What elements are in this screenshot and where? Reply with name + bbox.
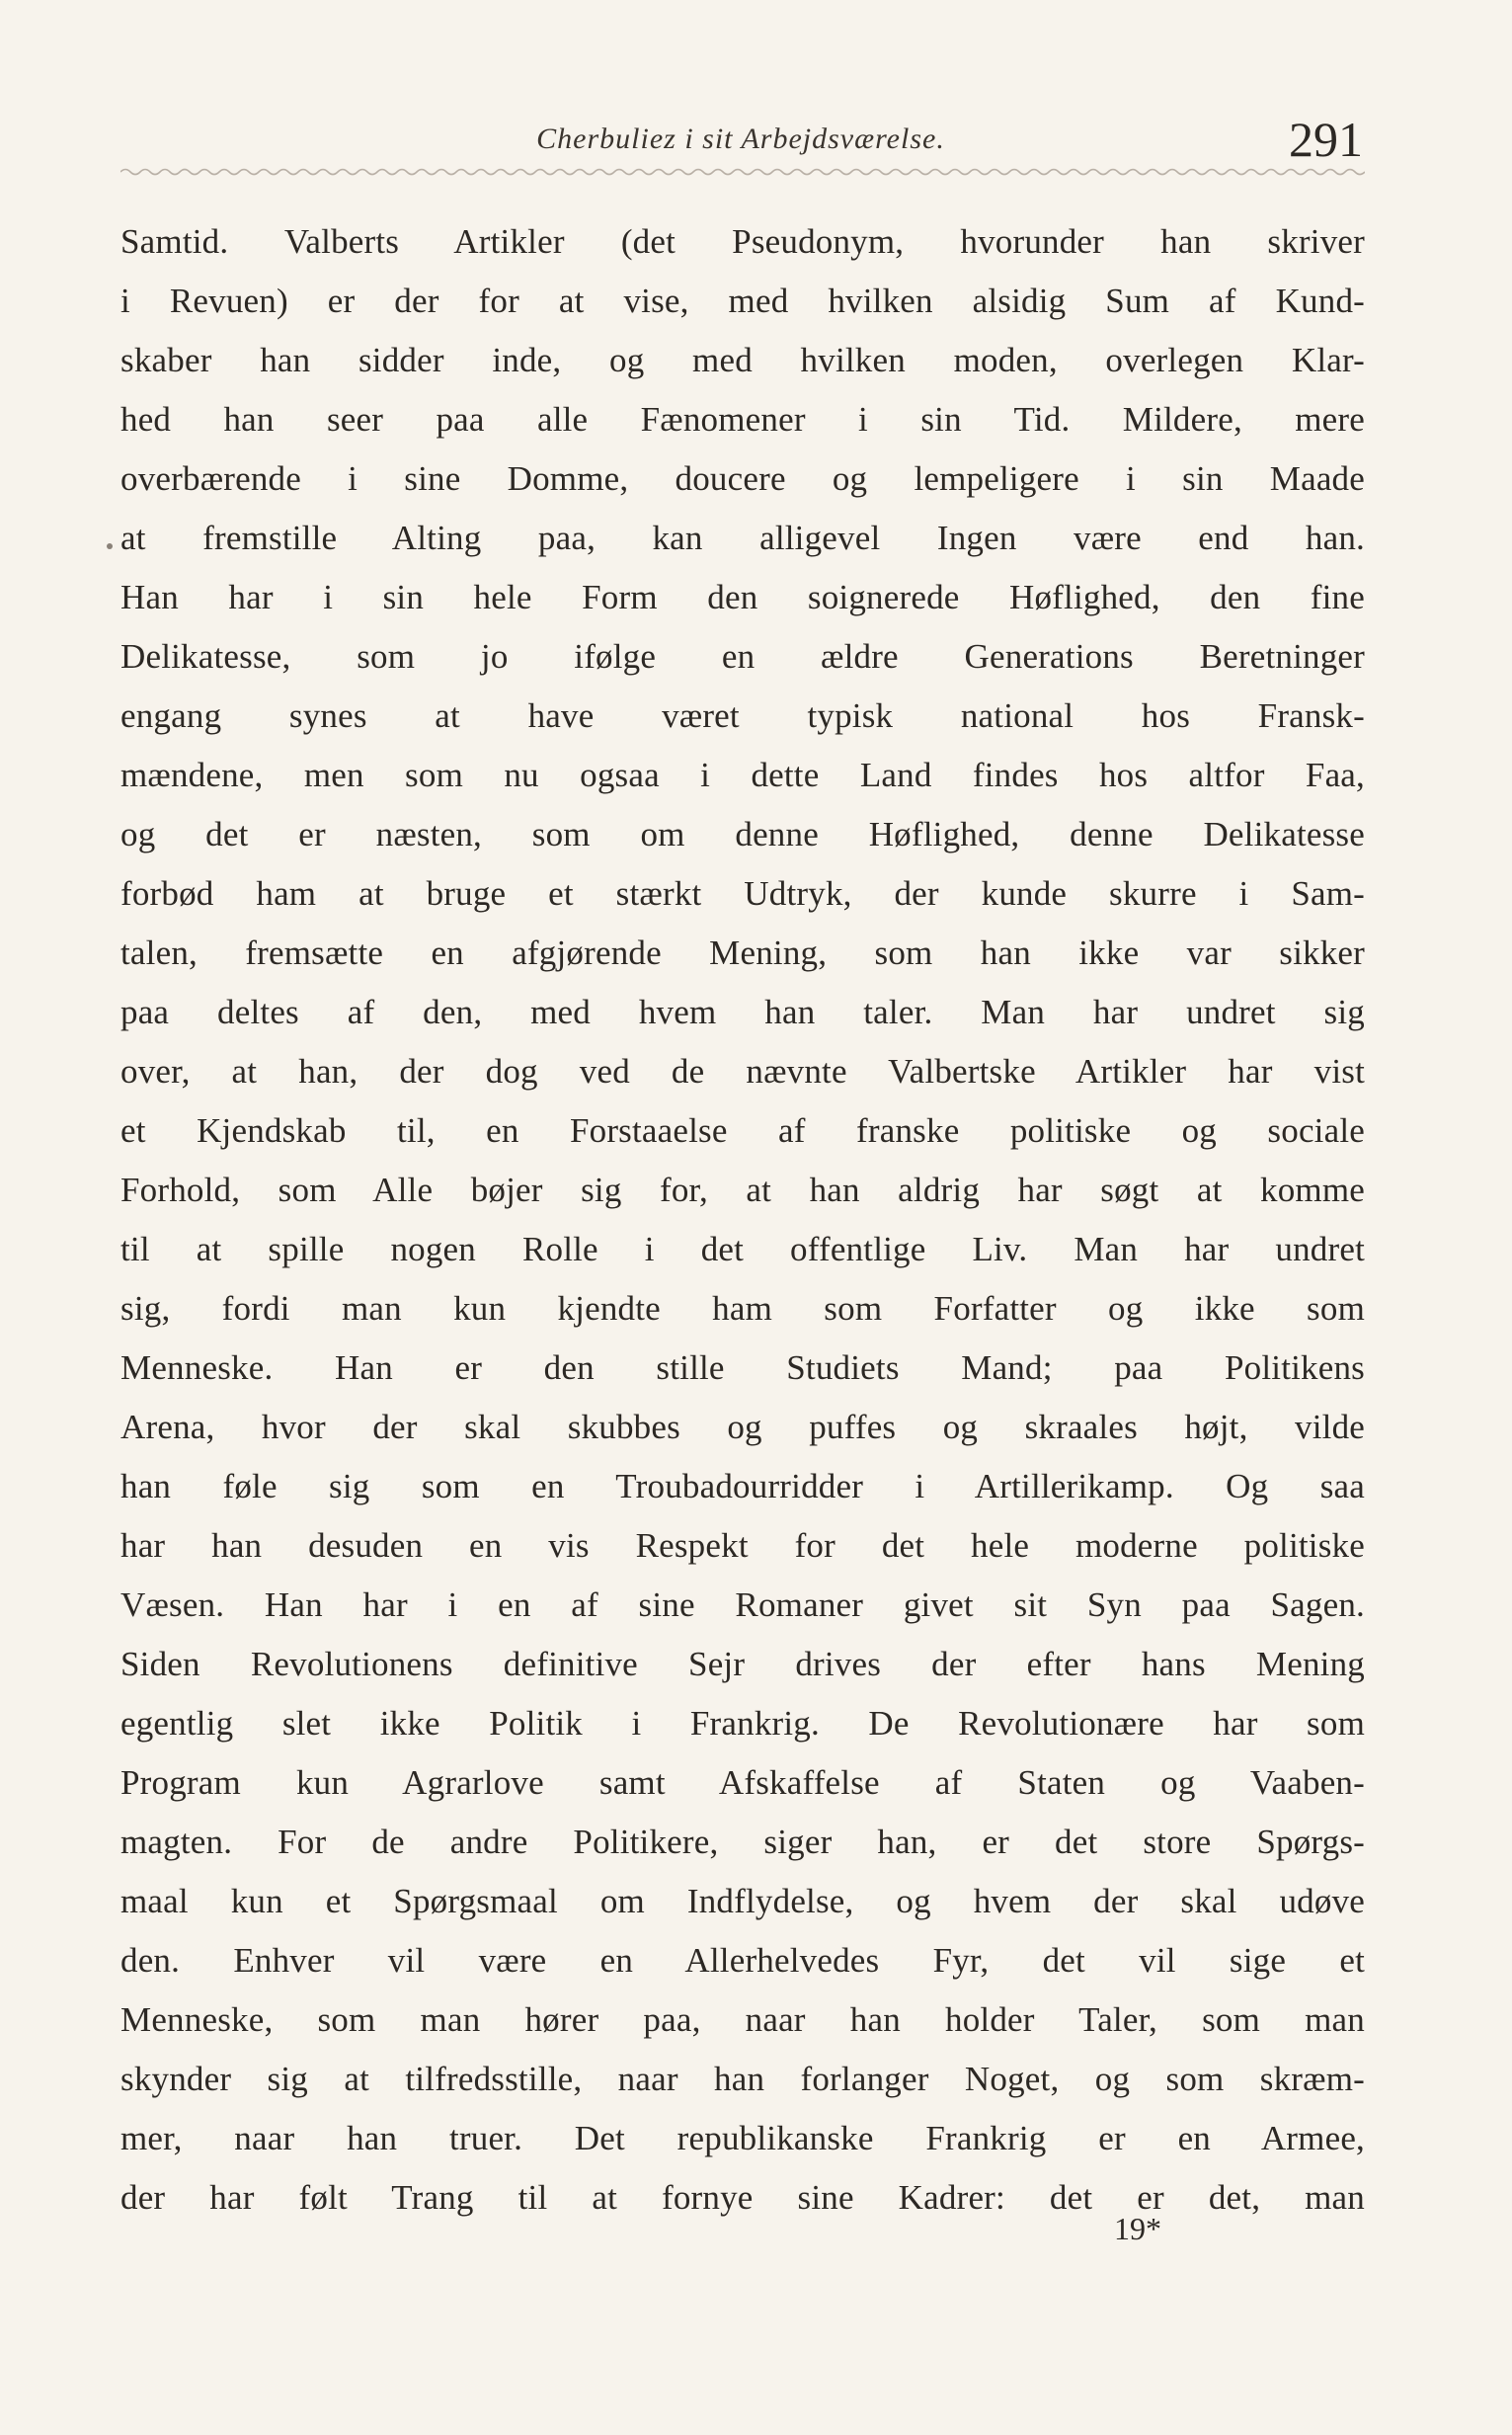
text-line: Program kun Agrarlove samt Afskaffelse af Staten og Vaaben-	[120, 1763, 1365, 1802]
body-text	[120, 212, 1365, 2228]
text-line: at fremstille Alting paa, kan alligevel Ingen være end han.	[120, 519, 1365, 557]
text-line: han føle sig som en Troubadourridder i Artillerikamp. Og saa	[120, 1467, 1365, 1505]
text-line: hed han seer paa alle Fænomener i sin Tid. Mildere, mere	[120, 400, 1365, 439]
text-line: egentlig slet ikke Politik i Frankrig. De Revolutionære har som	[120, 1704, 1365, 1743]
text-line: Menneske. Han er den stille Studiets Mand; paa Politikens	[120, 1348, 1365, 1387]
text-line: talen, fremsætte en afgjørende Mening, som han ikke var sikker	[120, 933, 1365, 972]
text-line: Siden Revolutionens definitive Sejr drives der efter hans Mening	[120, 1645, 1365, 1683]
text-line: Menneske, som man hører paa, naar han holder Taler, som man	[120, 2000, 1365, 2039]
text-line: Væsen. Han har i en af sine Romaner givet sit Syn paa Sagen.	[120, 1585, 1365, 1624]
text-line: magten. For de andre Politikere, siger han, er det store Spørgs-	[120, 1823, 1365, 1861]
text-line: der har følt Trang til at fornye sine Kadrer: det er det, man	[120, 2178, 1365, 2217]
text-line: Delikatesse, som jo ifølge en ældre Generations Beretninger	[120, 637, 1365, 676]
text-line: paa deltes af den, med hvem han taler. Man har undret sig	[120, 993, 1365, 1031]
decorative-wavy-rule	[120, 166, 1365, 178]
running-head	[119, 109, 1363, 168]
text-line: den. Enhver vil være en Allerhelvedes Fyr, det vil sige et	[120, 1941, 1365, 1980]
text-line: maal kun et Spørgsmaal om Indflydelse, og hvem der skal udøve	[120, 1882, 1365, 1920]
text-line: over, at han, der dog ved de nævnte Valbertske Artikler har vist	[120, 1052, 1365, 1091]
text-line: et Kjendskab til, en Forstaaelse af franske politiske og sociale	[120, 1111, 1365, 1150]
margin-mark	[107, 543, 113, 549]
text-line: Samtid. Valberts Artikler (det Pseudonym, hvorunder han skriver	[120, 222, 1365, 261]
text-line: i Revuen) er der for at vise, med hvilken alsidig Sum af Kund-	[120, 282, 1365, 320]
text-line: skynder sig at tilfredsstille, naar han forlanger Noget, og som skræm-	[120, 2060, 1365, 2098]
running-title: Cherbuliez i sit Arbejdsværelse.	[536, 122, 945, 155]
text-line: forbød ham at bruge et stærkt Udtryk, der kunde skurre i Sam-	[120, 874, 1365, 913]
text-line: Forhold, som Alle bøjer sig for, at han aldrig har søgt at komme	[120, 1171, 1365, 1209]
text-line: til at spille nogen Rolle i det offentlige Liv. Man har undret	[120, 1230, 1365, 1268]
text-line: har han desuden en vis Respekt for det hele moderne politiske	[120, 1526, 1365, 1565]
text-line: mændene, men som nu ogsaa i dette Land findes hos altfor Faa,	[120, 756, 1365, 794]
text-line: skaber han sidder inde, og med hvilken moden, overlegen Klar-	[120, 341, 1365, 379]
text-line: Arena, hvor der skal skubbes og puffes og skraales højt, vilde	[120, 1408, 1365, 1446]
signature-mark: 19*	[1114, 2211, 1161, 2246]
text-line: Han har i sin hele Form den soignerede Høflighed, den fine	[120, 578, 1365, 616]
page-number: 291	[1289, 112, 1363, 167]
text-line: engang synes at have været typisk national hos Fransk-	[120, 696, 1365, 735]
text-line: overbærende i sine Domme, doucere og lempeligere i sin Maade	[120, 459, 1365, 498]
text-line: sig, fordi man kun kjendte ham som Forfatter og ikke som	[120, 1289, 1365, 1328]
text-line: mer, naar han truer. Det republikanske Frankrig er en Armee,	[120, 2119, 1365, 2157]
text-line: og det er næsten, som om denne Høflighed, denne Delikatesse	[120, 815, 1365, 853]
